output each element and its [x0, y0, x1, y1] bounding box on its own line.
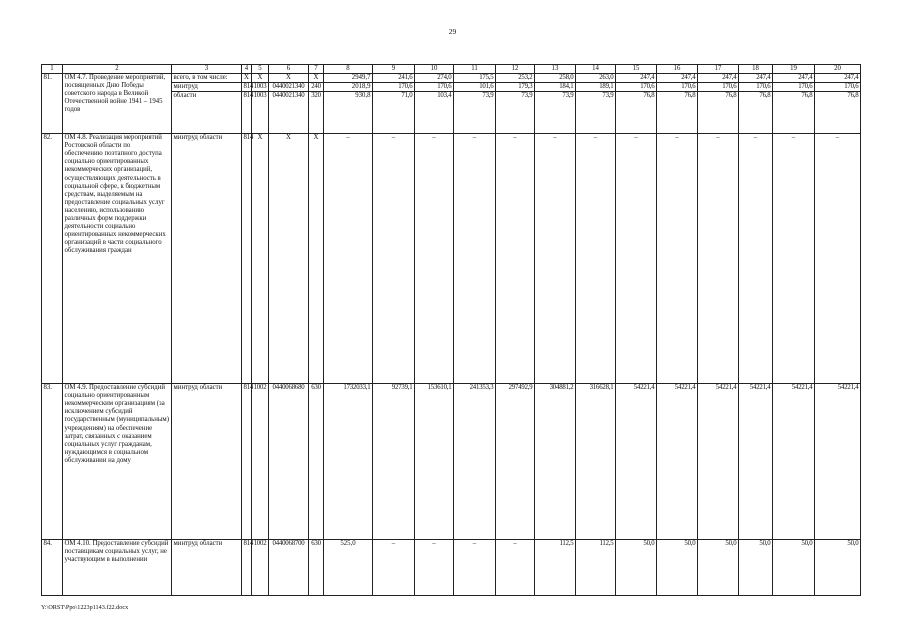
year-value: 76,8 [773, 92, 815, 134]
year-value: – [415, 540, 454, 596]
year-value: 170,6 [739, 83, 773, 92]
year-value: 54221,4 [657, 384, 698, 540]
year-value: 76,8 [657, 92, 698, 134]
year-value: 50,0 [739, 540, 773, 596]
year-value: 54221,4 [815, 384, 861, 540]
cell-c5: 1003 [252, 92, 269, 134]
cell-c5: Х [252, 74, 269, 83]
column-header: 5 [252, 65, 269, 74]
cell-c4: 814 [242, 384, 252, 540]
cell-c5: 1002 [252, 384, 269, 540]
year-value: 54221,4 [773, 384, 815, 540]
executor: минтруд [172, 83, 242, 92]
year-value: 112,5 [535, 540, 576, 596]
cell-c7: Х [309, 74, 324, 83]
year-value: 50,0 [657, 540, 698, 596]
executor: минтруд области [172, 384, 242, 540]
year-value: 274,0 [415, 74, 454, 83]
column-header: 14 [576, 65, 616, 74]
year-value: 50,0 [815, 540, 861, 596]
year-value: 76,8 [739, 92, 773, 134]
cell-c4: 814 [242, 92, 252, 134]
column-header: 19 [773, 65, 815, 74]
measure-name: ОМ 4.10. Предоставление субсидий поставщикам социальных услуг, не участвующим в выполнении [63, 540, 172, 596]
row-number: 81. [42, 74, 63, 134]
year-value: 76,8 [698, 92, 739, 134]
column-header: 10 [415, 65, 454, 74]
year-value: – [373, 134, 415, 384]
year-value: 50,0 [773, 540, 815, 596]
column-header: 12 [496, 65, 535, 74]
column-header: 15 [616, 65, 657, 74]
year-value: 50,0 [616, 540, 657, 596]
year-value: 304881,2 [535, 384, 576, 540]
year-value: 153610,1 [415, 384, 454, 540]
year-value: – [535, 134, 576, 384]
cell-c4: 814 [242, 134, 252, 384]
cell-c6: 0440021340 [269, 92, 309, 134]
cell-c4: 814 [242, 540, 252, 596]
year-value: 170,6 [616, 83, 657, 92]
year-value: 247,4 [773, 74, 815, 83]
year-value: – [739, 134, 773, 384]
year-value: 189,1 [576, 83, 616, 92]
year-value: – [496, 134, 535, 384]
executor: всего, в том числе: [172, 74, 242, 83]
cell-c5: 1003 [252, 83, 269, 92]
year-value: – [698, 134, 739, 384]
year-value: 50,0 [698, 540, 739, 596]
year-value: – [496, 540, 535, 596]
table-row [42, 540, 861, 596]
file-path-footer: Y:\ORST\Ppo\1223p1143.f22.docx [41, 604, 129, 611]
year-value: 184,1 [535, 83, 576, 92]
column-header: 20 [815, 65, 861, 74]
cell-c4: 814 [243, 83, 254, 91]
header-row [42, 65, 861, 74]
cell-c6: 0440021340 [269, 83, 309, 92]
cell-total: 525,0 [324, 540, 373, 596]
executor: области [172, 92, 242, 134]
year-value: 54221,4 [739, 384, 773, 540]
cell-c4: Х [242, 74, 252, 83]
year-value: – [415, 134, 454, 384]
column-header: 4 [242, 65, 252, 74]
year-value: 73,9 [454, 92, 496, 134]
year-value: – [454, 134, 496, 384]
year-value: – [373, 540, 415, 596]
cell-total: 2018,9 [324, 83, 373, 92]
column-header: 1 [42, 65, 63, 74]
column-header: 3 [172, 65, 242, 74]
year-value: – [815, 134, 861, 384]
row-number: 82. [42, 134, 63, 384]
year-value: 241,6 [373, 74, 415, 83]
year-value: 73,9 [535, 92, 576, 134]
table-row [42, 384, 861, 540]
cell-c7: 630 [309, 384, 324, 540]
cell-c7: 240 [309, 83, 324, 92]
year-value: 253,2 [496, 74, 535, 83]
year-value: 170,6 [815, 83, 861, 92]
year-value: 247,4 [616, 74, 657, 83]
row-number: 84. [42, 540, 63, 596]
cell-total: 930,8 [324, 92, 373, 134]
column-header: 18 [739, 65, 773, 74]
cell-c7: 630 [309, 540, 324, 596]
year-value: 71,0 [373, 92, 415, 134]
table-row [42, 74, 861, 83]
year-value: 179,3 [496, 83, 535, 92]
year-value: 170,6 [773, 83, 815, 92]
column-header: 7 [309, 65, 324, 74]
row-number: 83. [42, 384, 63, 540]
year-value: 247,4 [739, 74, 773, 83]
measure-name: ОМ 4.7. Проведение мероприятий, посвященных Дню Победы советского народа в Великой Отечественной войне 1941 – 1945 годов [63, 74, 172, 134]
executor: минтруд области [172, 540, 242, 596]
year-value: 258,0 [535, 74, 576, 83]
year-value: 263,0 [576, 74, 616, 83]
year-value: 54221,4 [698, 384, 739, 540]
year-value: 241353,3 [454, 384, 496, 540]
column-header: 2 [63, 65, 172, 74]
year-value: 297492,9 [496, 384, 535, 540]
year-value: 76,8 [815, 92, 861, 134]
year-value: 103,4 [415, 92, 454, 134]
year-value: 92739,1 [373, 384, 415, 540]
year-value: – [576, 134, 616, 384]
executor: минтруд области [172, 134, 242, 384]
year-value: 112,5 [576, 540, 616, 596]
year-value: 76,8 [616, 92, 657, 134]
measure-name: ОМ 4.9. Предоставление субсидий социально ориентированным некоммерческим организациям (за исключением субсидий государственным (муниципальным) учреждениям) на обеспечение затрат, связанных с оказанием социальных услуг гражданам, нуждающимся в социальном обслуживании на дому [63, 384, 172, 540]
cell-total: 2949,7 [324, 74, 373, 83]
column-header: 9 [373, 65, 415, 74]
budget-table [41, 64, 861, 596]
cell-c6: Х [269, 74, 309, 83]
cell-c6: 0440068700 [269, 540, 309, 596]
cell-total: – [324, 134, 373, 384]
cell-c7: 320 [309, 92, 324, 134]
year-value: 73,9 [496, 92, 535, 134]
column-header: 17 [698, 65, 739, 74]
year-value: – [616, 134, 657, 384]
year-value: 73,9 [576, 92, 616, 134]
year-value: 170,6 [657, 83, 698, 92]
cell-c6: 0440068680 [269, 384, 309, 540]
year-value: 175,5 [454, 74, 496, 83]
column-header: 6 [269, 65, 309, 74]
year-value: 54221,4 [616, 384, 657, 540]
year-value: 247,4 [815, 74, 861, 83]
cell-c6: Х [269, 134, 309, 384]
measure-name: ОМ 4.8. Реализация мероприятий Ростовской области по обеспечению поэтапного доступа социально ориентированных некоммерческих организаций, осуществляющих деятельность в социальной сфере, к бюджетным средствам, выделяемым на предоставление социальных услуг населению, использованию различных форм поддержки деятельности социально ориентированных некоммерческих организаций в части социального обслуживания граждан [63, 134, 172, 384]
year-value: 170,6 [698, 83, 739, 92]
year-value: 316628,1 [576, 384, 616, 540]
cell-c5: 1002 [252, 540, 269, 596]
year-value: 101,6 [454, 83, 496, 92]
cell-total: 1732033,1 [324, 384, 373, 540]
year-value: – [657, 134, 698, 384]
year-value: – [773, 134, 815, 384]
year-value: 170,6 [373, 83, 415, 92]
year-value: 170,6 [415, 83, 454, 92]
column-header: 11 [454, 65, 496, 74]
column-header: 13 [535, 65, 576, 74]
column-header: 8 [324, 65, 373, 74]
year-value: 247,4 [657, 74, 698, 83]
cell-c5: Х [252, 134, 269, 384]
cell-c7: Х [309, 134, 324, 384]
table-row [42, 134, 861, 384]
page-number: 29 [448, 27, 457, 36]
year-value: – [454, 540, 496, 596]
column-header: 16 [657, 65, 698, 74]
year-value: 247,4 [698, 74, 739, 83]
